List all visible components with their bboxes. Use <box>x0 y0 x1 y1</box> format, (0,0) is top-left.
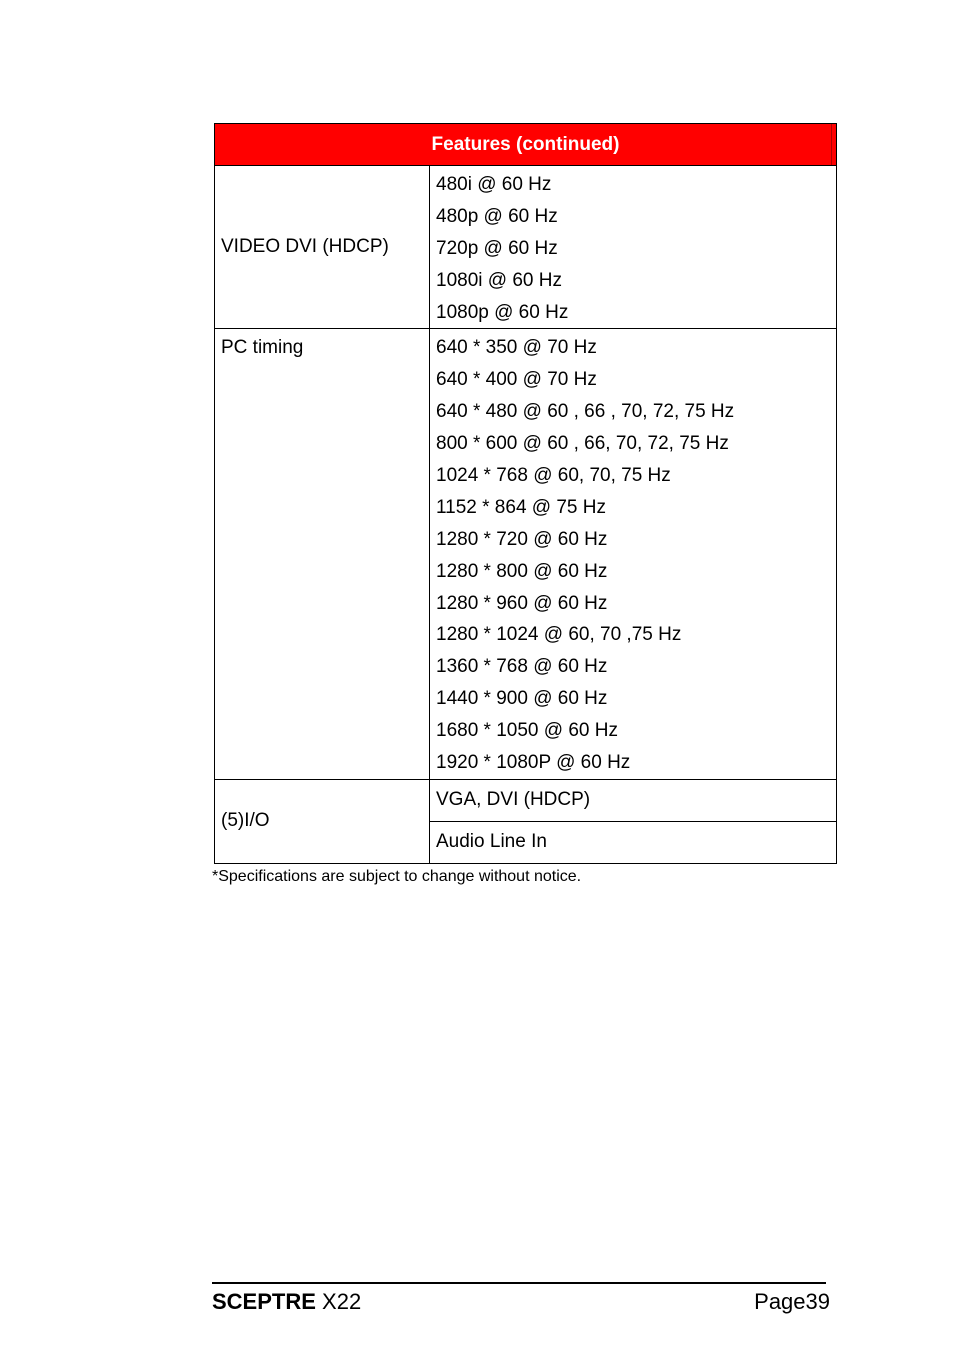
list-item: 1080p @ 60 Hz <box>436 301 569 323</box>
video-dvi-list <box>430 166 836 328</box>
footer-brand <box>212 1289 361 1315</box>
brand-name: SCEPTRE <box>212 1289 316 1314</box>
table-row-io-1 <box>215 779 837 821</box>
list-item: 1360 * 768 @ 60 Hz <box>436 656 608 678</box>
footnote: *Specifications are subject to change without notice. <box>212 868 582 885</box>
table-header-row <box>215 124 837 166</box>
list-item: 1920 * 1080P @ 60 Hz <box>436 752 631 774</box>
list-item: 1152 * 864 @ 75 Hz <box>436 496 606 518</box>
list-item: 1280 * 800 @ 60 Hz <box>436 560 608 582</box>
page-number: Page39 <box>754 1289 830 1314</box>
footer-divider <box>212 1282 826 1284</box>
video-dvi-label: VIDEO DVI (HDCP) <box>215 166 430 329</box>
list-item: 1680 * 1050 @ 60 Hz <box>436 720 618 742</box>
list-item: 1280 * 1024 @ 60, 70 ,75 Hz <box>436 624 682 646</box>
io-value-vga-dvi: VGA, DVI (HDCP) <box>430 779 837 821</box>
list-item: 640 * 400 @ 70 Hz <box>436 369 597 391</box>
list-item: 1280 * 720 @ 60 Hz <box>436 528 608 550</box>
header-edge-divider <box>831 124 832 165</box>
model-name: X22 <box>322 1289 362 1314</box>
pc-timing-label: PC timing <box>215 329 430 779</box>
table-header <box>215 124 837 166</box>
list-item: 720p @ 60 Hz <box>436 237 558 259</box>
table-header-label: Features (continued) <box>431 133 620 155</box>
list-item: 640 * 480 @ 60 , 66 , 70, 72, 75 Hz <box>436 401 735 423</box>
pc-timing-values <box>430 329 837 779</box>
list-item: 800 * 600 @ 60 , 66, 70, 72, 75 Hz <box>436 433 729 455</box>
list-item: 640 * 350 @ 70 Hz <box>436 337 597 359</box>
features-table <box>214 123 837 864</box>
table-row-video-dvi <box>215 166 837 329</box>
list-item: 480p @ 60 Hz <box>436 205 558 227</box>
table-row-pc-timing <box>215 329 837 779</box>
pc-timing-list <box>430 329 836 778</box>
list-item: 480i @ 60 Hz <box>436 174 552 195</box>
io-value-audio: Audio Line In <box>430 821 837 863</box>
video-dvi-values <box>430 166 837 329</box>
io-label: (5)I/O <box>215 779 430 863</box>
list-item: 1024 * 768 @ 60, 70, 75 Hz <box>436 465 671 487</box>
list-item: 1280 * 960 @ 60 Hz <box>436 592 608 614</box>
list-item: 1080i @ 60 Hz <box>436 269 562 291</box>
list-item: 1440 * 900 @ 60 Hz <box>436 688 608 710</box>
